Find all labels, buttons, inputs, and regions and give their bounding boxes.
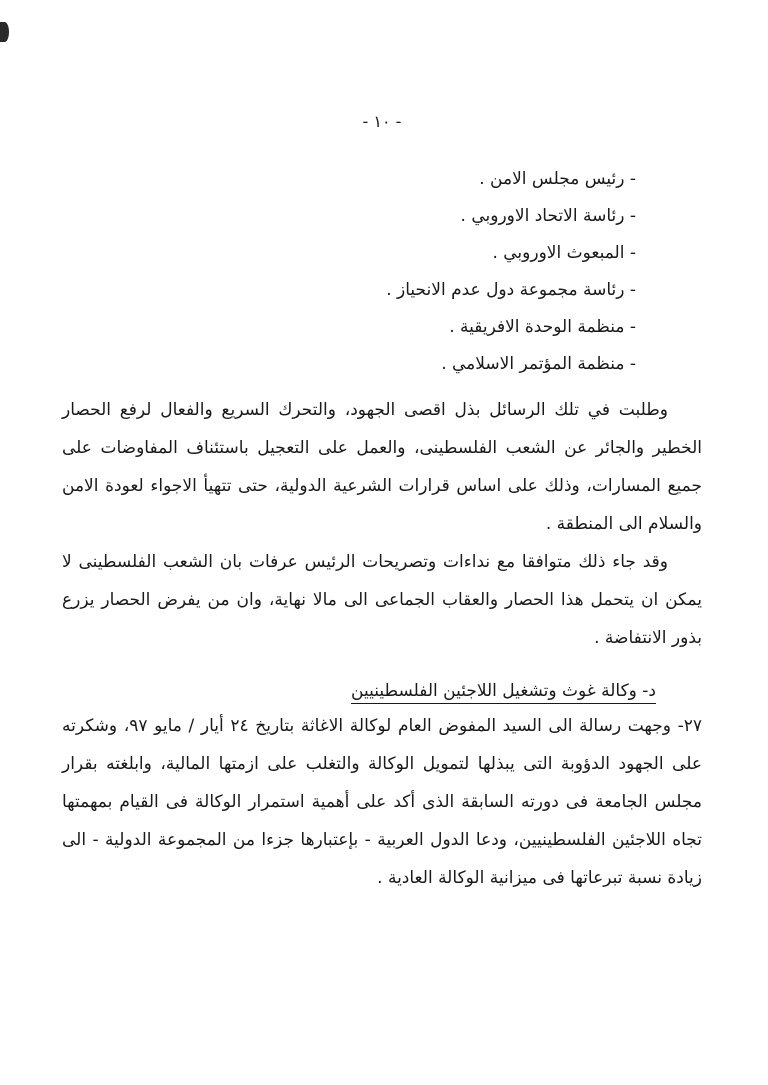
- list-item-security-council: - رئيس مجلس الامن .: [479, 169, 636, 189]
- list-item-eu-envoy: - المبعوث الاوروبي .: [492, 243, 636, 263]
- list-item-oau: - منظمة الوحدة الافريقية .: [449, 317, 636, 337]
- paragraph-27-unrwa-letter: ٢٧- وجهت رسالة الى السيد المفوض العام لوكالة الاغاثة بتاريخ ٢٤ أيار / مايو ٩٧، وشكرته على الجهود الدؤوبة التى يبذلها لتمويل الوكالة والتغلب على ازمتها المالية، وابلغته بقرار مجلس الجامعة فى دورته السابقة الذى أكد على أهمية استمرار الوكالة فى القيام بمهمتها تجاه اللاجئين الفلسطينيين، ودعا الدول العربية - بإعتبارها جزءا من المجموعة الدولية - الى زيادة نسبة تبرعاتها فى ميزانية الوكالة العادية .: [62, 716, 702, 888]
- scan-smudge-artifact: [0, 22, 9, 42]
- section-heading-unrwa: د- وكالة غوث وتشغيل اللاجئين الفلسطينيين: [351, 681, 656, 701]
- list-item-nam-presidency: - رئاسة مجموعة دول عدم الانحياز .: [386, 280, 636, 300]
- paragraph-arafat: وقد جاء ذلك متوافقا مع نداءات وتصريحات الرئيس عرفات بان الشعب الفلسطينى لا يمكن ان يتحمل هذا الحصار والعقاب الجماعى الى مالا نهاية، وان من يفرض الحصار يزرع بذور الانتفاضة .: [62, 552, 702, 648]
- list-item-eu-presidency: - رئاسة الاتحاد الاوروبي .: [460, 206, 636, 226]
- page-number: - ١٠ -: [362, 112, 402, 131]
- recipients-list: [62, 161, 636, 383]
- paragraph-appeal: وطلبت في تلك الرسائل بذل اقصى الجهود، والتحرك السريع والفعال لرفع الحصار الخطير والجائر عن الشعب الفلسطينى، والعمل على التعجيل باستئناف المفاوضات على جميع المسارات، وذلك على اساس قرارات الشرعية الدولية، حتى تتهيأ الاجواء لعودة الامن والسلام الى المنطقة .: [62, 400, 702, 534]
- list-item-oic: - منظمة المؤتمر الاسلامي .: [441, 354, 636, 374]
